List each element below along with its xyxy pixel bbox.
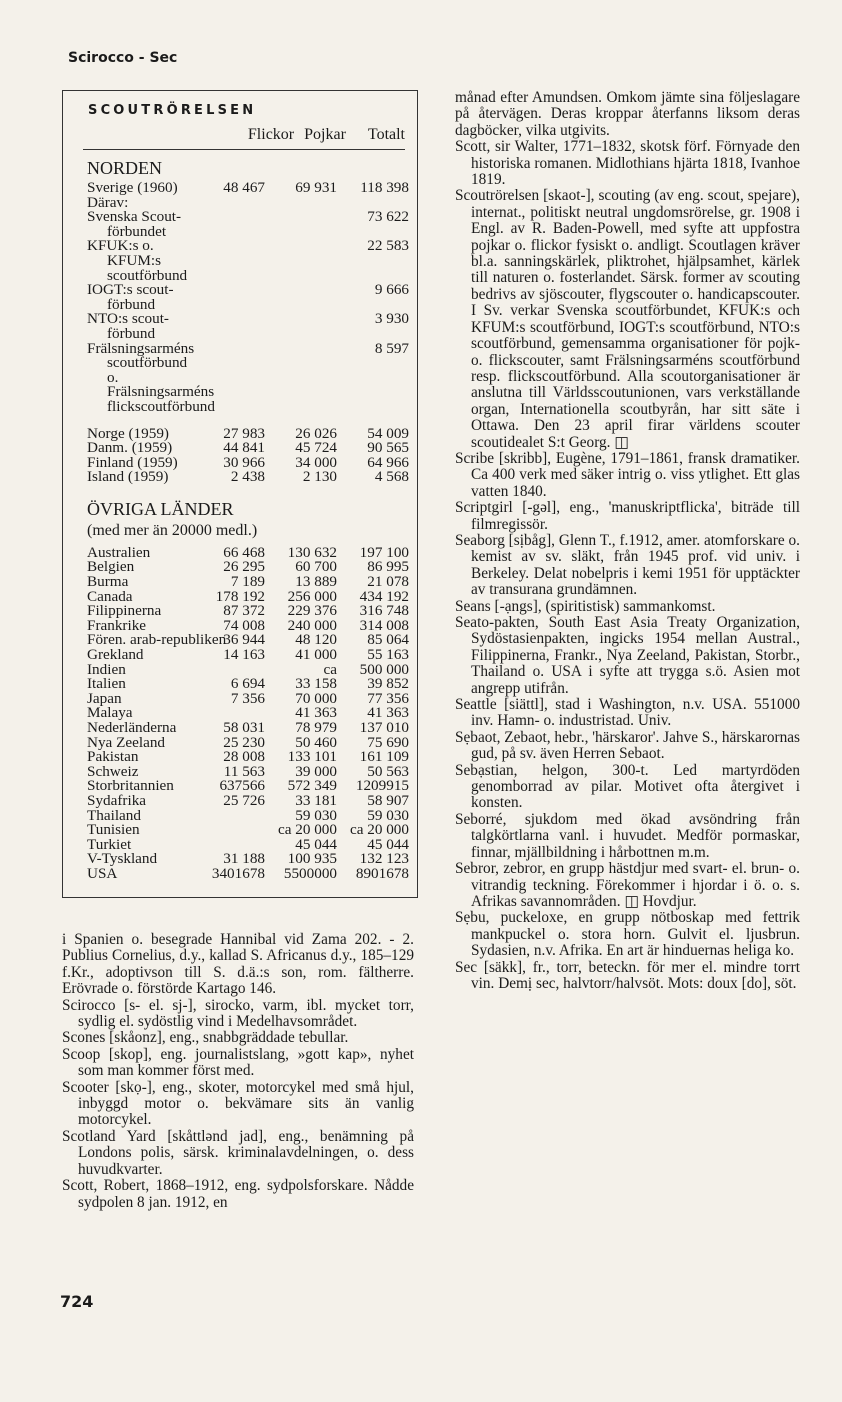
table-cell-name: Indien [87, 660, 126, 678]
table-cell-boys: 78 979 [295, 719, 337, 736]
table-cell-total: 45 044 [367, 835, 409, 853]
column-header: Flickor [247, 126, 295, 143]
table-cell-total: 434 192 [359, 587, 409, 605]
table-cell-name: Därav: [87, 193, 129, 211]
table-cell-boys: ca [323, 660, 337, 678]
table-cell-girls: 7 356 [230, 689, 265, 707]
table-cell-boys: ca 20 000 [277, 821, 337, 839]
column-header: Totalt [367, 126, 405, 143]
dictionary-entry: i Spanien o. besegrade Hannibal vid Zama 202. - 2. Publius Cornelius, d.y., kallad S. Africanus d.y., 185–129 f.Kr., adoptivson till S. d.ä.:s son, rom. fältherre. Erövrade o. förstörde Kartago 146. [62, 931, 414, 998]
table-row [87, 689, 409, 707]
table-cell-girls: 11 563 [223, 762, 265, 780]
column-header: Pojkar [304, 126, 346, 143]
table-cell-name: Thailand [87, 806, 141, 824]
table-cell-boys [265, 312, 337, 341]
table-cell-boys: 572 349 [287, 777, 337, 795]
dictionary-entry: Seborré, sjukdom med ökad avsöndring från talgkörtlarna vanl. i huvudet. Medför pormaskar, finnar, mjällbildning i hårbottnen m.m. [455, 810, 800, 861]
dictionary-entry: Sec [säkk], fr., torr, beteckn. för mer el. mindre torrt vin. Demị sec, halvtorr/halvsöt. Mots: doux [do], söt. [455, 958, 800, 992]
table-cell-name: Island (1959) [87, 468, 169, 486]
table-cell-girls: 14 163 [223, 646, 265, 664]
dictionary-entry: Sẹbaot, Zebaot, hebr., 'härskaror'. Jahve S., härskarornas gud, på sv. även Herren Sebaot. [455, 728, 800, 763]
table-row [87, 864, 409, 882]
table-cell-total: 86 995 [367, 558, 409, 576]
table-cell-name: Sydafrika [87, 791, 147, 809]
table-cell-boys: 45 044 [295, 835, 337, 853]
dictionary-entry: Scones [skåonz], eng., snabbgräddade tebullar. [62, 1029, 349, 1047]
table-cell-girls [195, 823, 265, 838]
table-cell-boys: 41 363 [295, 704, 337, 722]
table-cell-boys: 59 030 [295, 806, 337, 824]
table-cell-boys: 41 000 [295, 646, 337, 664]
table-row [87, 237, 409, 284]
table-cell-boys [265, 342, 337, 415]
table-cell-boys: 100 935 [287, 850, 337, 868]
table-cell-name: Turkiet [87, 835, 132, 853]
table-cell-total: 54 009 [367, 424, 409, 442]
table-cell-boys: 33 181 [295, 791, 337, 809]
table-cell-total: 41 363 [367, 704, 409, 722]
table-cell-total: 316 748 [359, 602, 409, 620]
page-number: 724 [60, 1292, 94, 1311]
table-cell-boys [265, 283, 337, 312]
table-cell-name: Filippinerna [87, 602, 162, 620]
dictionary-entry: Sẹbu, puckeloxe, en grupp nötboskap med fettrik mankpuckel o. stora horn. Gulvit el. ljusbrun. Sydasien, n.v. Afrika. En art är hinduernas heliga ko. [455, 909, 800, 960]
table-cell-name: Frankrike [87, 616, 147, 634]
right-text-column [455, 90, 800, 992]
table-cell-girls: 28 008 [223, 748, 265, 766]
section-heading-nordic: NORDEN [87, 158, 162, 178]
table-cell-total: 59 030 [367, 806, 409, 824]
table-cell-boys [265, 196, 337, 211]
table-cell-name: Fören. arab-republiken [87, 631, 227, 649]
table-cell-total: 85 064 [367, 631, 409, 649]
table-cell-name: Svenska Scout-förbundet [87, 208, 182, 240]
table-cell-boys: 2 130 [302, 468, 337, 486]
table-cell-boys: 5500000 [283, 864, 337, 882]
dictionary-entry: Scott, Robert, 1868–1912, eng. sydpolsforskare. Nådde sydpolen 8 jan. 1912, en [62, 1177, 414, 1211]
section-heading-other: ÖVRIGA LÄNDER [87, 498, 234, 519]
table-cell-name: Nederländerna [87, 719, 177, 736]
table-row [87, 208, 409, 240]
dictionary-entry: Scriptgirl [-gəl], eng., 'manuskriptflicka', biträde till filmregissör. [455, 499, 800, 533]
table-cell-girls [195, 342, 265, 415]
table-cell-name: Canada [87, 587, 133, 605]
table-cell-girls: 30 966 [223, 453, 265, 471]
dictionary-entry: Scooter [skọ-], eng., skoter, motorcykel med små hjul, inbyggd motor o. bekvämare sits än vanlig motorcykel. [62, 1078, 414, 1129]
table-cell-girls [195, 312, 265, 341]
running-head: Scirocco - Sec [68, 50, 178, 66]
table-cell-total: 3 930 [374, 310, 409, 328]
table-cell-boys: 256 000 [287, 587, 337, 605]
table-cell-boys: 13 889 [295, 573, 337, 591]
table-cell-total: 500 000 [359, 660, 409, 678]
table-cell-girls: 36 944 [223, 631, 265, 649]
table-cell-girls: 74 008 [223, 616, 265, 634]
table-cell-total: 90 565 [367, 439, 409, 457]
table-cell-total: 21 078 [367, 573, 409, 591]
dictionary-entry: Scott, sir Walter, 1771–1832, skotsk förf. Förnyade den historiska romanen. Midlothians hjärta 1818, Ivanhoe 1819. [455, 138, 800, 189]
table-cell-name: Danm. (1959) [87, 439, 173, 457]
table-cell-total: 4 568 [374, 468, 409, 486]
table-cell-total: 118 398 [360, 179, 409, 196]
table-cell-total: 75 690 [367, 733, 409, 751]
table-cell-boys: 130 632 [287, 543, 337, 561]
dictionary-entry: Seattle [siättl], stad i Washington, n.v. USA. 551000 inv. Hamn- o. industristad. Univ. [455, 696, 800, 730]
section-subheading-other: (med mer än 20000 medl.) [87, 521, 258, 539]
table-cell-boys: 45 724 [295, 439, 337, 457]
table-cell-name: Tunisien [87, 821, 140, 839]
table-cell-girls: 58 031 [223, 719, 265, 736]
nordic-rows [83, 179, 409, 486]
table-cell-girls: 27 983 [223, 424, 265, 442]
table-cell-girls: 26 295 [223, 558, 265, 576]
table-cell-girls [195, 283, 265, 312]
table-cell-girls: 44 841 [223, 439, 265, 457]
scout-statistics-table [62, 90, 418, 898]
table-cell-girls: 25 726 [223, 791, 265, 809]
table-row [87, 821, 409, 839]
other-rows [83, 543, 409, 882]
table-cell-girls [195, 210, 265, 239]
table-cell-total: 8 597 [374, 339, 409, 357]
table-cell-girls: 48 467 [223, 179, 265, 196]
table-cell-total: 58 907 [367, 791, 409, 809]
table-cell-total: 161 109 [359, 748, 409, 766]
table-cell-girls: 66 468 [223, 543, 265, 561]
table-cell-name: Frälsningsarméns scoutförbund o. Frälsningsarméns flickscoutförbund [87, 339, 215, 415]
table-cell-name: USA [87, 864, 118, 882]
dictionary-entry: Seaborg [sịbåg], Glenn T., f.1912, amer. atomforskare o. kemist av sv. släkt, från 1945 prof. vid univ. i Berkeley. Delat nobelpris i kemi 1951 för upptäckter av transurana grundämnen. [455, 531, 800, 599]
table-row [87, 339, 409, 415]
table-cell-girls [195, 196, 265, 211]
table-cell-total: 39 852 [367, 675, 409, 693]
table-cell-name: Pakistan [87, 748, 139, 766]
table-cell-boys [265, 210, 337, 239]
table-cell-girls: 31 188 [223, 850, 265, 868]
table-cell-name: NTO:s scout-förbund [87, 310, 169, 342]
table-cell-boys: 26 026 [295, 424, 337, 442]
table-cell-girls: 25 230 [223, 733, 265, 751]
table-cell-name: Finland (1959) [87, 453, 178, 471]
table-cell-total: 197 100 [359, 543, 409, 561]
dictionary-entry: Scoutrörelsen [skaot-], scouting (av eng. scout, spejare), internat., politiskt neutral ungdomsrörelse, gr. 1908 i Engl. av R. Baden-Powell, med syfte att uppfostra pojkar o. flickor fysiskt o. andligt. Scoutlagen kräver bl.a. sanningskärlek, pliktrohet, hjälpsamhet, kärlek till naturen o. fosterlandet. Särsk. former av scouting bedrivs av sjöscouter, flygscouter o. handicapscouter. I Sv. verkar Svenska scoutförbundet, KFUK:s och KFUM:s scoutförbund, IOGT:s scoutförbund, NTO:s scoutförbund, gemensamma organisationer för pojk- o. flickscouter, samt Frälsningsarméns scoutförbund resp. flickscoutförbund. Alla scoutorganisationer är anslutna till Världsscoutunionen, vars verkställande organ, Internationella scoutbyrån, har sitt säte i Ottawa. Den 23 april firar världens scouter scoutidealet S:t Georg. ◫ [455, 187, 800, 451]
table-cell-girls: 178 192 [215, 587, 265, 605]
dictionary-entry: månad efter Amundsen. Omkom jämte sina följeslagare på återvägen. Deras kroppar återfanns liksom deras dagböcker, vilka utgivits. [455, 89, 800, 139]
table-cell-boys: 133 101 [287, 748, 337, 766]
table-cell-boys: 39 000 [295, 762, 337, 780]
table-cell-name: Japan [87, 689, 122, 707]
table-cell-name: Grekland [87, 646, 144, 664]
table-cell-boys: 70 000 [295, 689, 337, 707]
table-cell-total: 1209915 [355, 777, 409, 795]
table-cell-girls: 3401678 [211, 864, 265, 882]
table-cell-girls [195, 809, 265, 824]
table-cell-girls: 637566 [219, 777, 265, 795]
table-cell-girls: 6 694 [230, 675, 265, 693]
table-cell-total: 314 008 [359, 616, 409, 634]
table-cell-name: Malaya [87, 704, 133, 722]
table-cell-total: 132 123 [359, 850, 409, 868]
table-cell-total: 64 966 [367, 453, 409, 471]
table-cell-total: ca 20 000 [349, 821, 409, 839]
table-cell-boys: 240 000 [287, 616, 337, 634]
table-cell-name: V-Tyskland [87, 850, 158, 868]
table-row [87, 310, 409, 342]
dictionary-entry: Sebror, zebror, en grupp hästdjur med svart- el. brun- o. vitrandig teckning. Förekommer i hjordar i ö. o. s. Afrikas savannområden. ◫ Hovdjur. [455, 860, 800, 910]
table-cell-total: 77 356 [367, 689, 409, 707]
table-cell-total: 137 010 [359, 719, 409, 736]
table-cell-name: Australien [87, 543, 151, 561]
table-cell-total: 55 163 [367, 646, 409, 664]
dictionary-entry: Seans [-ạngs], (spiritistisk) sammankomst. [455, 597, 716, 615]
table-cell-name: Italien [87, 675, 126, 693]
table-cell-total: 8901678 [355, 864, 409, 882]
table-row [87, 646, 409, 664]
table-cell-total: 9 666 [374, 281, 409, 299]
table-cell-boys: 69 931 [295, 179, 337, 196]
table-cell-name: Nya Zeeland [87, 733, 166, 751]
table-cell-boys: 33 158 [295, 675, 337, 693]
table-cell-total: 22 583 [367, 237, 409, 255]
table-cell-name: Belgien [87, 558, 135, 576]
dictionary-entry: Scoop [skop], eng. journalistslang, »gott kap», nyhet som man kommer först med. [62, 1045, 414, 1080]
table-row [87, 468, 409, 486]
table-title: SCOUTRÖRELSEN [88, 103, 257, 118]
table-cell-total: 73 622 [367, 208, 409, 226]
dictionary-entry: Scirocco [s- el. sj-], sirocko, varm, ibl. mycket torr, sydlig el. sydöstlig vind i Medelhavsområdet. [62, 996, 414, 1031]
table-cell-girls: 87 372 [223, 602, 265, 620]
table-cell-name: Storbritannien [87, 777, 174, 795]
table-cell-girls: 2 438 [230, 468, 265, 486]
table-cell-girls [195, 239, 265, 283]
table-cell-girls: 7 189 [230, 573, 265, 591]
dictionary-entry: Seato-pakten, South East Asia Treaty Organization, Sydöstasienpakten, ingicks 1954 mellan Austral., Filippinerna, Frankr., Nya Zeeland, Pakistan, Storbr., Thailand o. USA i syfte att trygga s.ö. Asien mot angrepp utifrån. [455, 614, 800, 697]
table-row [87, 179, 409, 196]
table-cell-name: Norge (1959) [87, 424, 169, 442]
table-cell-name: KFUK:s o. KFUM:s scoutförbund [87, 237, 188, 284]
table-cell-boys: 34 000 [295, 453, 337, 471]
dictionary-entry: Scotland Yard [skåttlənd jad], eng., benämning på Londons polis, särsk. kriminalavdelningen, o. dess huvudkvarter. [62, 1127, 414, 1178]
table-cell-boys: 48 120 [295, 631, 337, 649]
table-cell-total: 50 563 [367, 762, 409, 780]
left-text-column [62, 932, 414, 1211]
table-column-headers [83, 126, 405, 150]
dictionary-entry: Scribe [skribb], Eugène, 1791–1861, fransk dramatiker. Ca 400 verk med säker intrig o. viss ytlighet. Ett glas vatten 1840. [455, 449, 800, 500]
table-cell-name: Schweiz [87, 762, 139, 780]
table-cell-boys [265, 239, 337, 283]
table-row [87, 281, 409, 313]
table-cell-boys: 50 460 [295, 733, 337, 751]
table-cell-boys: 229 376 [287, 602, 337, 620]
table-cell-name: IOGT:s scout-förbund [87, 281, 174, 313]
table-cell-name: Sverige (1960) [87, 179, 178, 196]
table-cell-name: Burma [87, 573, 129, 591]
dictionary-entry: Sebạstian, helgon, 300-t. Led martyrdöden genomborrad av pilar. Motivet ofta återgivet i konsten. [455, 761, 800, 812]
table-cell-boys: 60 700 [295, 558, 337, 576]
